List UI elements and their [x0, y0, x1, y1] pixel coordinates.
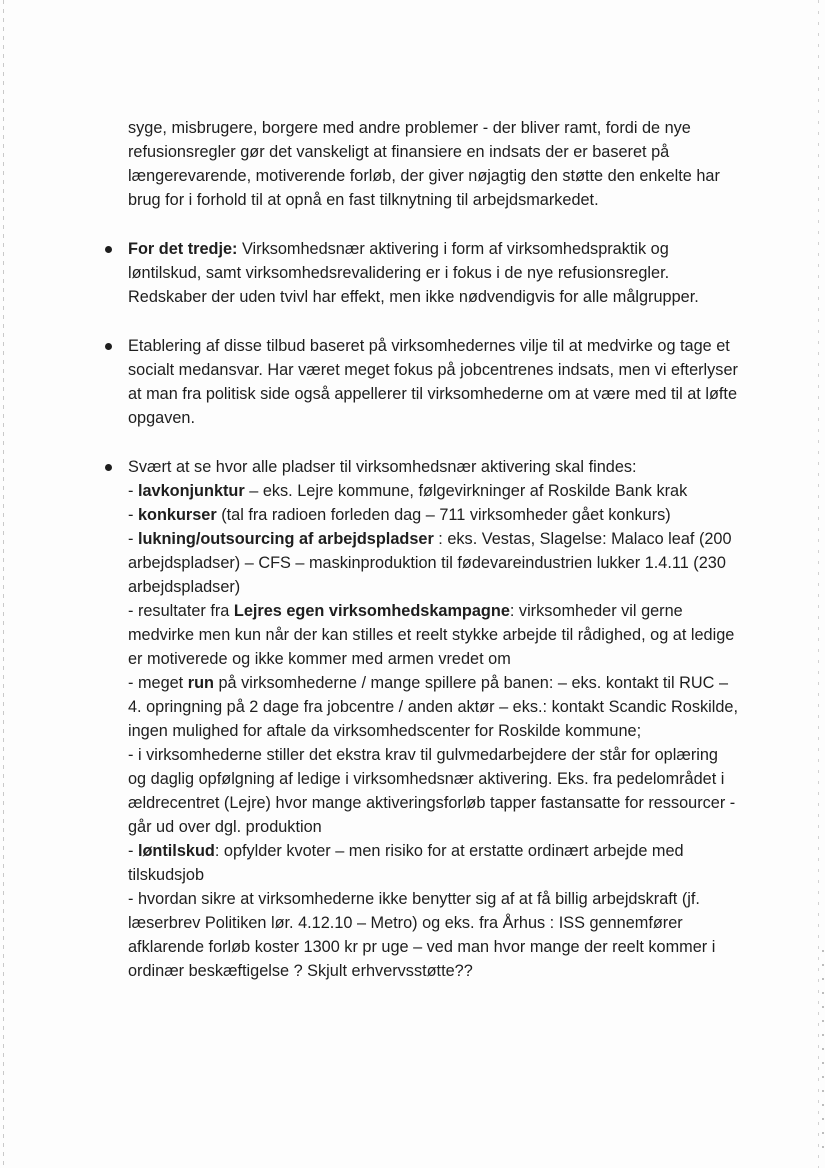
bullet-item-establishment	[128, 334, 740, 430]
bullet-text: Etablering af disse tilbud baseret på virksomhedernes vilje til at medvirke og tage et socialt medansvar. Har været meget fokus på jobcentrenes indsats, men vi efterlyser at man fra politisk side også appellerer til virksomhederne om at være med til at løfte opgaven.	[128, 337, 738, 427]
sub-item-loentilskud	[128, 839, 740, 887]
sub-item-prefix: -	[128, 530, 138, 548]
document-body	[128, 116, 740, 1008]
sub-item-keyword: Lejres egen virksomhedskampagne	[233, 602, 510, 620]
sub-item-text: : virksomheder vil gerne medvirke men kun når der kan stilles et reelt stykke arbejde til rådighed, og at ledige er motiverede og ikke kommer med armen vredet om	[128, 602, 735, 668]
sub-item-keyword: lavkonjunktur	[137, 482, 245, 500]
sub-item-prefix: - resultater fra	[128, 602, 234, 620]
bullet-dot-icon	[105, 246, 112, 253]
bullet-item-workplaces	[128, 455, 740, 983]
sub-item-kampagne	[128, 599, 740, 671]
sub-item-text: – eks. Lejre kommune, følgevirkninger af Roskilde Bank krak	[244, 482, 688, 500]
sub-item-lavkonjunktur	[128, 479, 740, 503]
bullet-dot-icon	[105, 343, 112, 350]
sub-item-keyword: løntilskud	[137, 842, 215, 860]
sub-item-billig-arbejdskraft: - hvordan sikre at virksomhederne ikke benytter sig af at få billig arbejdskraft (jf. læserbrev Politiken lør. 4.12.10 – Metro) og eks. fra Århus : ISS gennemfører afklarende forløb koster 1300 kr pr uge – ved man hvor mange der reelt kommer i ordinær beskæftigelse ? Skjult erhvervsstøtte??	[128, 890, 716, 980]
sub-item-run	[128, 671, 740, 743]
sub-item-keyword: konkurser	[137, 506, 217, 524]
sub-item-text: : eks. Vestas, Slagelse: Malaco leaf (200 arbejdspladser) – CFS – maskinproduktion til fødevareindustrien lukker 1.4.11 (230 arbejdspladser)	[128, 530, 732, 596]
scan-edge-right-marks	[822, 950, 824, 1150]
sub-item-keyword: run	[187, 674, 214, 692]
sub-item-gulvmedarbejdere: - i virksomhederne stiller det ekstra krav til gulvmedarbejdere der står for oplæring og daglig opfølgning af ledige i virksomhedsnær aktivering. Eks. fra pedelområdet i ældrecentret (Lejre) hvor mange aktiveringsforløb tapper fastansatte for ressourcer - går ud over dgl. produktion	[128, 746, 736, 836]
sub-item-prefix: -	[128, 506, 138, 524]
bullet-list	[128, 237, 740, 983]
sub-item-prefix: -	[128, 482, 138, 500]
sub-item-text: på virksomhederne / mange spillere på banen: – eks. kontakt til RUC – 4. opringning på 2 dage fra jobcentre / anden aktør – eks.: kontakt Scandic Roskilde, ingen mulighed for aftale da virksomhedscenter for Roskilde kommune;	[128, 674, 739, 740]
bullet-heading: Svært at se hvor alle pladser til virksomhedsnær aktivering skal findes:	[128, 458, 637, 476]
sub-item-text: (tal fra radioen forleden dag – 711 virksomheder gået konkurs)	[216, 506, 671, 524]
bullet-item-third	[128, 237, 740, 309]
scan-edge-left	[3, 0, 4, 1168]
bullet-text: Virksomhedsnær aktivering i form af virksomhedspraktik og løntilskud, samt virksomhedsrevalidering er i fokus i de nye refusionsregler. Redskaber der uden tvivl har effekt, men ikke nødvendigvis for alle målgrupper.	[128, 240, 699, 306]
sub-item-konkurser	[128, 503, 740, 527]
sub-item-lukning	[128, 527, 740, 599]
intro-paragraph: syge, misbrugere, borgere med andre problemer - der bliver ramt, fordi de nye refusionsregler gør det vanskeligt at finansiere en indsats der er baseret på længerevarende, motiverende forløb, der giver nøjagtig den støtte den enkelte har brug for i forhold til at opnå en fast tilknytning til arbejdsmarkedet.	[128, 119, 720, 209]
sub-item-keyword: lukning/outsourcing af arbejdspladser	[137, 530, 434, 548]
bullet-lead: For det tredje:	[128, 240, 238, 258]
sub-item-text: : opfylder kvoter – men risiko for at erstatte ordinært arbejde med tilskudsjob	[128, 842, 684, 884]
sub-item-prefix: -	[128, 842, 138, 860]
bullet-dot-icon	[105, 464, 112, 471]
scan-edge-right	[818, 0, 819, 1168]
sub-item-prefix: - meget	[128, 674, 188, 692]
